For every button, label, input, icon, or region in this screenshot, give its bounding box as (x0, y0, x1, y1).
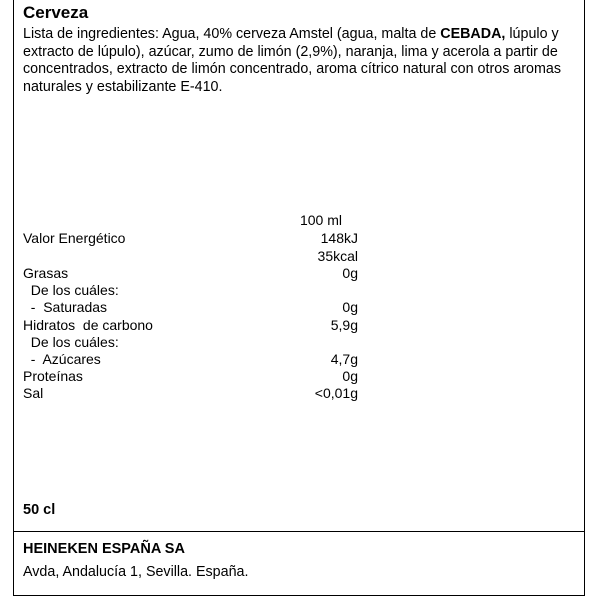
nutrition-label: Valor Energético (23, 230, 126, 246)
nutrition-value: <0,01g (314, 385, 358, 401)
company-address: Avda, Andalucía 1, Sevilla. España. (23, 564, 249, 580)
nutrition-header-per-100ml: 100 ml (299, 212, 342, 228)
nutrition-row-energy-kcal (23, 248, 583, 265)
nutrition-row-fat-of-which (23, 282, 583, 299)
nutrition-value: 35kcal (317, 248, 358, 264)
nutrition-value: 5,9g (330, 317, 358, 333)
nutrition-row-sugars (23, 351, 583, 368)
product-title: Cerveza (23, 3, 89, 22)
label-frame (13, 0, 585, 596)
nutrition-row-carbs-of-which (23, 334, 583, 351)
nutrition-label: Grasas (23, 265, 69, 281)
nutrition-value: 0g (342, 368, 358, 384)
nutrition-value: 148kJ (320, 230, 358, 246)
nutrition-value: 0g (342, 265, 358, 281)
nutrition-row-carbohydrates (23, 317, 583, 334)
nutrition-label: De los cuáles: (23, 282, 119, 298)
nutrition-label: Hidratos de carbono (23, 317, 153, 333)
ingredients-part-1: Lista de ingredientes: Agua, 40% cerveza Amstel (agua, malta de (23, 26, 441, 42)
nutrition-label: De los cuáles: (23, 334, 119, 350)
nutrition-label: - Azúcares (23, 351, 101, 367)
nutrition-label: Proteínas (23, 368, 83, 384)
nutrition-row-saturated (23, 299, 583, 316)
company-name: HEINEKEN ESPAÑA SA (23, 541, 185, 557)
nutrition-row-fat (23, 265, 583, 282)
nutrition-label: - Saturadas (23, 299, 108, 315)
nutrition-row-salt (23, 385, 583, 402)
net-volume: 50 cl (23, 502, 56, 518)
nutrition-row-energy-kj (23, 230, 583, 247)
divider (14, 531, 584, 532)
ingredients-text (23, 26, 578, 96)
nutrition-row-protein (23, 368, 583, 385)
ingredients-part-2: lúpulo y extracto de lúpulo), azúcar, zumo de limón (2,9%), naranja, lima y acerola a partir de concentrados, extracto de limón concentrado, aroma cítrico natural con otros aromas naturales y estabilizante E-410. (23, 26, 561, 95)
allergen-cebada: CEBADA, (440, 26, 506, 42)
nutrition-value: 0g (342, 299, 358, 315)
nutrition-value: 4,7g (330, 351, 358, 367)
nutrition-label: Sal (23, 385, 44, 401)
